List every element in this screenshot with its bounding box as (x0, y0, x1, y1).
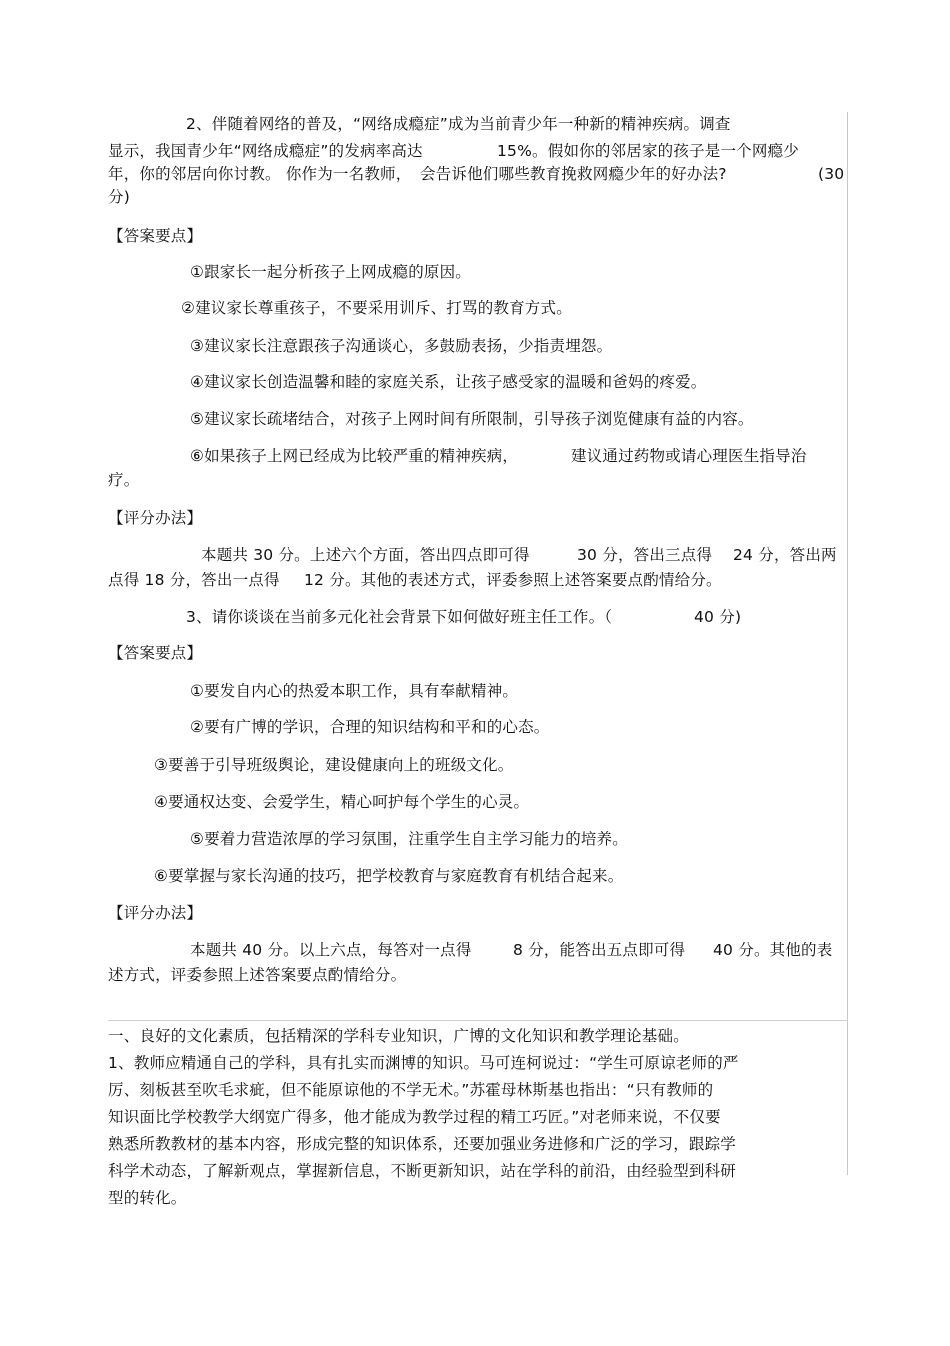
page-right-border (847, 112, 848, 1175)
q2-line-3b: 会告诉他们哪些教育挽救网瘾少年的好办法? (420, 165, 727, 183)
section-line-2: 厉、刻板甚至吹毛求疵，但不能原谅他的不学无术。”苏霍母林斯基也指出：“只有教师的 (108, 1081, 714, 1099)
q3-score-1b: 8 分，能答出五点即可得 (513, 941, 686, 959)
section-line-3: 知识面比学校教学大纲宽广得多，他才能成为教学过程的精工巧匠。”对老师来说，不仅要 (108, 1108, 721, 1126)
section-divider (108, 1020, 848, 1021)
q2-line-3c: (30 (818, 165, 845, 183)
q2-score-1a: 本题共 30 分。上述六个方面，答出四点即可得 (201, 546, 530, 564)
q2-score-2b: 12 分。其他的表述方式，评委参照上述答案要点酌情给分。 (304, 571, 722, 589)
q2-point-6a: ⑥如果孩子上网已经成为比较严重的精神疾病， (190, 447, 519, 465)
q2-point-6b: 建议通过药物或请心理医生指导治 (571, 447, 807, 465)
q3-line-1b: 40 分) (694, 608, 742, 626)
q2-point-3: ③建议家长注意跟孩子沟通谈心，多鼓励表扬，少指责埋怨。 (190, 337, 613, 355)
section-line-6: 型的转化。 (108, 1189, 187, 1207)
q3-point-5: ⑤要着力营造浓厚的学习氛围，注重学生自主学习能力的培养。 (190, 830, 628, 848)
section-line-1: 1、教师应精通自己的学科，具有扎实而渊博的知识。马可连柯说过：“学生可原谅老师的严 (108, 1054, 739, 1072)
q2-score-2a: 点得 18 分，答出一点得 (108, 571, 280, 589)
q3-point-4: ④要通权达变、会爱学生，精心呵护每个学生的心灵。 (154, 793, 530, 811)
q3-point-6: ⑥要掌握与家长沟通的技巧，把学校教育与家庭教育有机结合起来。 (154, 867, 624, 885)
q3-point-1: ①要发自内心的热爱本职工作，具有奉献精神。 (190, 682, 519, 700)
q2-point-1: ①跟家长一起分析孩子上网成瘾的原因。 (190, 263, 471, 281)
q2-score-1c: 24 分，答出两 (733, 546, 837, 564)
section-heading: 一、良好的文化素质，包括精深的学科专业知识，广博的文化知识和教学理论基础。 (108, 1027, 689, 1045)
q2-point-6c: 疗。 (108, 471, 140, 489)
q2-answer-heading: 【答案要点】 (108, 227, 203, 245)
q2-point-5: ⑤建议家长疏堵结合，对孩子上网时间有所限制，引导孩子浏览健康有益的内容。 (190, 410, 754, 428)
q2-score-1b: 30 分，答出三点得 (577, 546, 713, 564)
q2-line-1: 2、伴随着网络的普及，“网络成瘾症”成为当前青少年一种新的精神疾病。调查 (186, 115, 731, 133)
q3-score-2: 述方式，评委参照上述答案要点酌情给分。 (108, 966, 407, 984)
q3-answer-heading: 【答案要点】 (108, 644, 203, 662)
section-line-5: 科学术动态，了解新观点，掌握新信息，不断更新知识，站在学科的前沿，由经验型到科研 (108, 1162, 737, 1180)
q3-line-1a: 3、请你谈谈在当前多元化社会背景下如何做好班主任工作。（ (186, 608, 613, 626)
q3-score-heading: 【评分办法】 (108, 904, 203, 922)
q2-line-4: 分) (108, 188, 130, 206)
q2-point-2: ②建议家长尊重孩子，不要采用训斥、打骂的教育方式。 (181, 299, 572, 317)
q3-point-2: ②要有广博的学识，合理的知识结构和平和的心态。 (190, 718, 550, 736)
section-line-4: 熟悉所教教材的基本内容，形成完整的知识体系，还要加强业务进修和广泛的学习，跟踪学 (108, 1135, 737, 1153)
q3-score-1c: 40 分。其他的表 (713, 941, 833, 959)
q2-point-4: ④建议家长创造温馨和睦的家庭关系，让孩子感受家的温暖和爸妈的疼爱。 (190, 373, 707, 391)
q3-score-1a: 本题共 40 分。以上六点，每答对一点得 (190, 941, 472, 959)
q3-point-3: ③要善于引导班级舆论，建设健康向上的班级文化。 (154, 756, 514, 774)
q2-line-2b: 15%。假如你的邻居家的孩子是一个网瘾少 (497, 142, 799, 160)
q2-line-3a: 年，你的邻居向你讨教。 你作为一名教师， (108, 165, 412, 183)
q2-line-2a: 显示，我国青少年“网络成瘾症”的发病率高达 (108, 142, 423, 160)
q2-score-heading: 【评分办法】 (108, 509, 203, 527)
